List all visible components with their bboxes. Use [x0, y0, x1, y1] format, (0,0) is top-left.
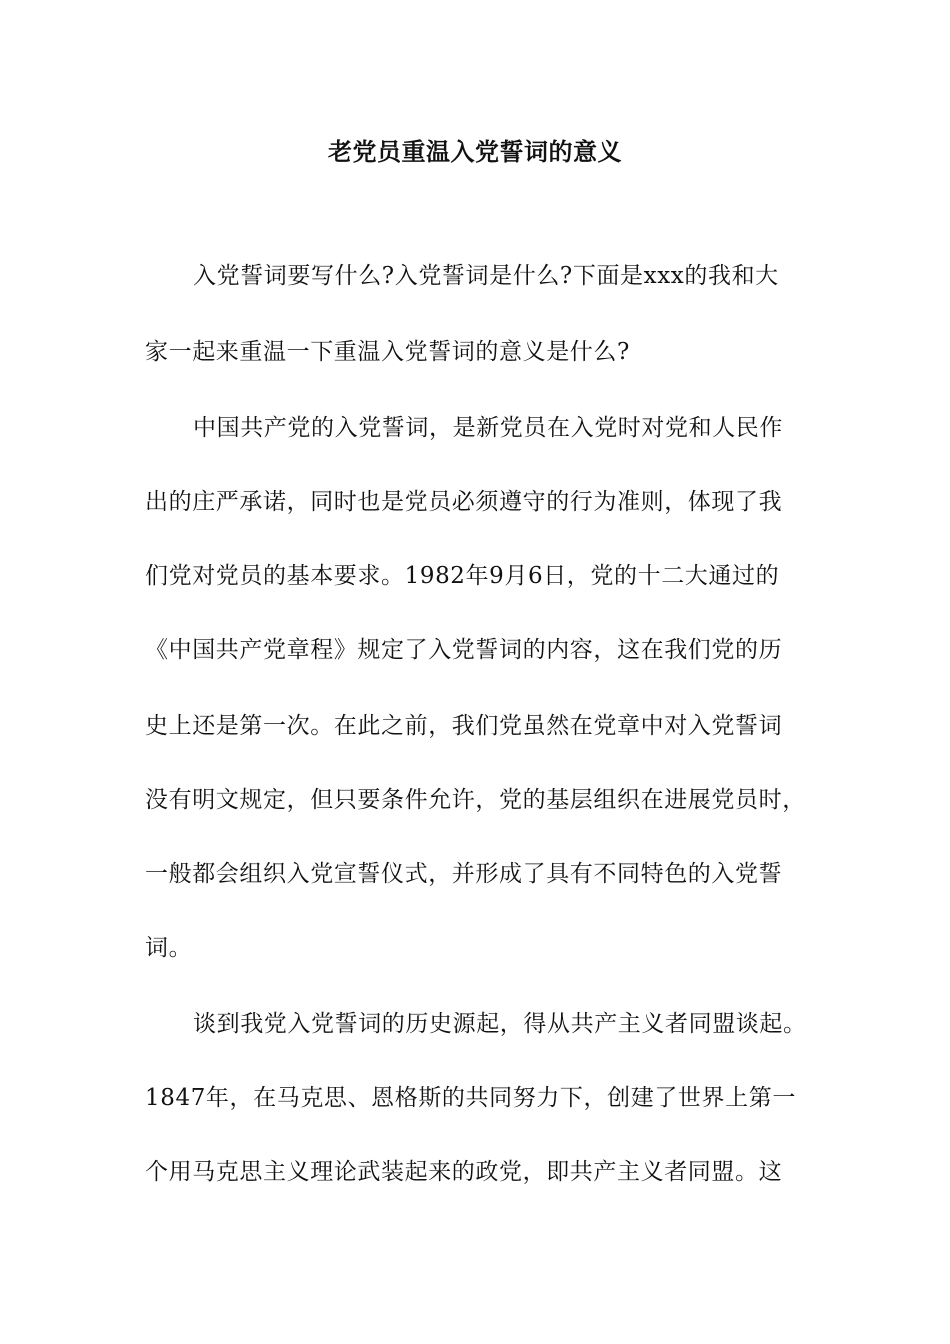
paragraph-line: 入党誓词要写什么?入党誓词是什么?下面是xxx的我和大: [193, 263, 779, 289]
paragraph-line: 《中国共产党章程》规定了入党誓词的内容，这在我们党的历: [145, 637, 783, 663]
document-title: 老党员重温入党誓词的意义: [328, 137, 622, 166]
paragraph-line: 一般都会组织入党宣誓仪式，并形成了具有不同特色的入党誓: [145, 861, 783, 887]
paragraph-line: 词。: [145, 935, 193, 961]
paragraph-line: 家一起来重温一下重温入党誓词的意义是什么?: [145, 339, 630, 365]
paragraph-line: 们党对党员的基本要求。1982年9月6日，党的十二大通过的: [145, 563, 780, 589]
paragraph-line: 中国共产党的入党誓词，是新党员在入党时对党和人民作: [193, 415, 783, 441]
paragraph-line: 个用马克思主义理论武装起来的政党，即共产主义者同盟。这: [145, 1159, 783, 1185]
paragraph-line: 没有明文规定，但只要条件允许，党的基层组织在进展党员时，: [145, 787, 806, 813]
paragraph-line: 1847年，在马克思、恩格斯的共同努力下，创建了世界上第一: [145, 1085, 796, 1111]
paragraph-line: 史上还是第一次。在此之前，我们党虽然在党章中对入党誓词: [145, 713, 783, 739]
paragraph-line: 谈到我党入党誓词的历史源起，得从共产主义者同盟谈起。: [193, 1011, 807, 1037]
paragraph-line: 出的庄严承诺，同时也是党员必须遵守的行为准则，体现了我: [145, 489, 783, 515]
